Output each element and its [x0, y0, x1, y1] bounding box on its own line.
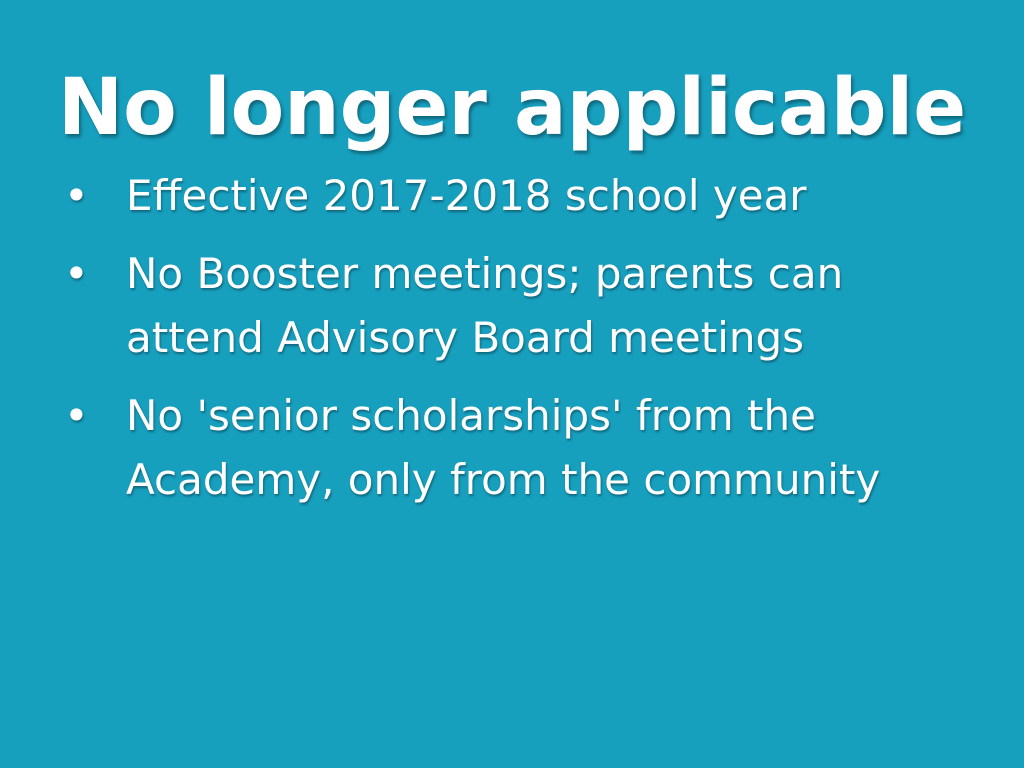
bullet-text: Effective 2017-2018 school year	[126, 171, 807, 220]
slide-title: No longer applicable	[57, 63, 967, 153]
bullet-dot-icon: •	[64, 249, 89, 298]
bullet-dot-icon: •	[64, 171, 89, 220]
bullet-item-effective-year	[60, 164, 960, 228]
bullet-dot-icon: •	[64, 391, 89, 440]
bullet-item-senior-scholarships	[60, 384, 960, 512]
bullet-item-booster-meetings	[60, 242, 960, 370]
bullet-list	[60, 164, 960, 526]
bullet-text: No Booster meetings; parents can attend Advisory Board meetings	[126, 249, 844, 362]
bullet-text: No 'senior scholarships' from the Academy, only from the community	[126, 391, 881, 504]
